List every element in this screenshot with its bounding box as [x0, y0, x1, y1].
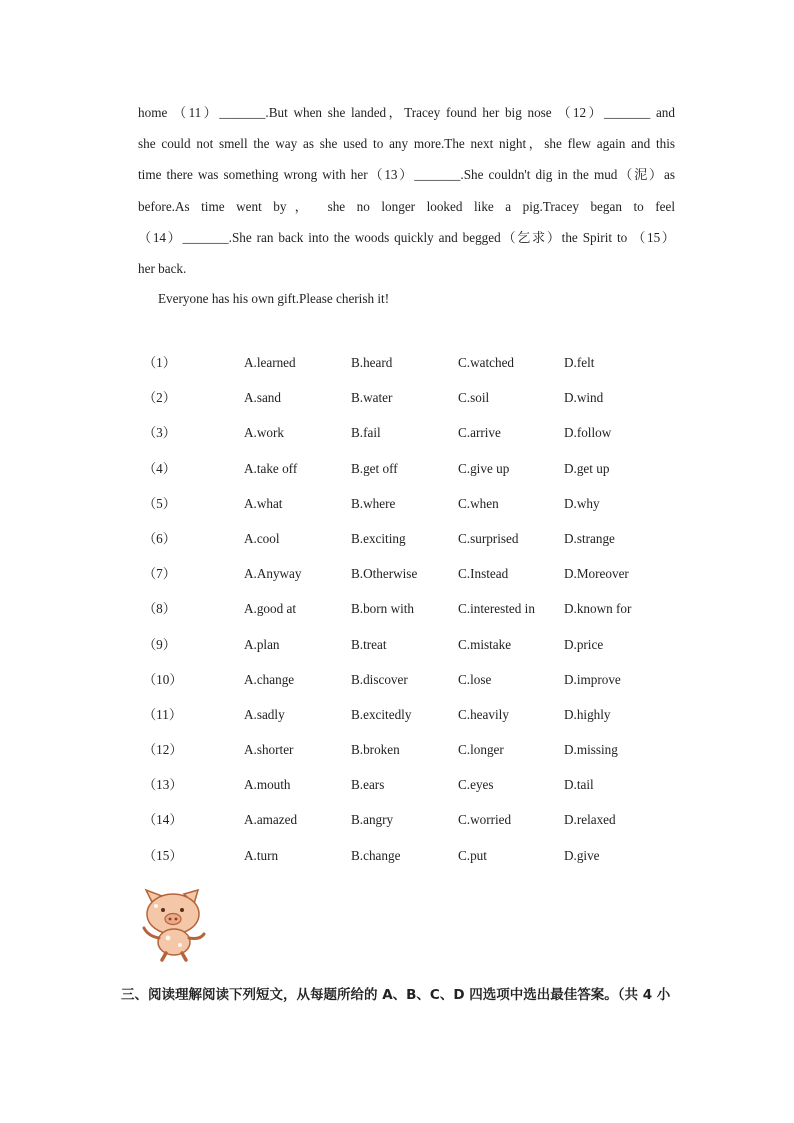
option-c: C.heavily [458, 706, 509, 722]
option-b: B.excitedly [351, 706, 412, 722]
option-a: A.what [244, 495, 283, 511]
passage-line: she could not smell the way as she used to any more.The next night，she flew again and this [138, 136, 675, 152]
option-c: C.give up [458, 460, 510, 476]
question-number: （14） [143, 812, 183, 828]
question-number: （3） [143, 425, 176, 441]
passage-line: home （11）_______.But when she landed，Tracey found her big nose （12）_______ and [138, 105, 675, 120]
option-a: A.work [244, 425, 284, 441]
option-c: C.lose [458, 671, 492, 687]
section-heading: 三、阅读理解阅读下列短文，从每题所给的 A、B、C、D 四选项中选出最佳答案。（共 4 小 [121, 987, 671, 1003]
passage-line: time there was something wrong with her（13）_______.She couldn't dig in the mud（泥）as [138, 167, 675, 183]
option-a: A.good at [244, 601, 297, 617]
option-d: D.highly [564, 706, 611, 722]
option-d: D.relaxed [564, 812, 616, 828]
option-b: B.angry [351, 812, 394, 828]
option-row [138, 596, 698, 631]
question-number: （1） [143, 355, 176, 370]
question-number: （6） [143, 530, 176, 546]
option-row [138, 632, 698, 667]
option-d: D.felt [564, 355, 595, 370]
question-number: （8） [143, 601, 176, 617]
question-number: （13） [143, 777, 183, 793]
question-number: （15） [143, 847, 183, 863]
option-b: B.born with [351, 601, 415, 617]
option-row [138, 456, 698, 491]
option-b: B.exciting [351, 530, 406, 546]
option-b: B.water [351, 390, 393, 406]
option-row [138, 667, 698, 702]
option-a: A.mouth [244, 777, 291, 793]
option-d: D.known for [564, 601, 632, 617]
question-number: （7） [143, 566, 176, 582]
passage-line: her back. [138, 260, 187, 276]
option-row [138, 491, 698, 526]
option-a: A.take off [244, 460, 298, 476]
option-row [138, 737, 698, 772]
option-a: A.plan [244, 636, 280, 652]
question-number: （4） [143, 460, 176, 476]
option-a: A.amazed [244, 812, 298, 828]
option-d: D.give [564, 847, 600, 863]
option-b: B.heard [351, 355, 393, 370]
option-d: D.price [564, 636, 604, 652]
option-d: D.wind [564, 390, 604, 406]
option-row [138, 702, 698, 737]
question-number: （9） [143, 636, 176, 652]
option-c: C.mistake [458, 636, 512, 652]
option-b: B.broken [351, 742, 400, 758]
options-table [138, 350, 698, 878]
option-a: A.cool [244, 530, 280, 546]
option-d: D.tail [564, 777, 594, 793]
option-d: D.Moreover [564, 566, 629, 582]
option-row [138, 350, 698, 385]
option-a: A.sadly [244, 706, 285, 722]
option-c: C.put [458, 847, 487, 863]
pig-mascot-icon [138, 888, 208, 962]
option-a: A.shorter [244, 742, 294, 758]
option-a: A.Anyway [244, 566, 302, 582]
option-a: A.turn [244, 847, 279, 863]
passage-line: before.As time went by， she no longer looked like a pig.Tracey began to feel [138, 198, 675, 214]
option-d: D.why [564, 495, 600, 511]
option-b: B.treat [351, 636, 387, 652]
option-c: C.longer [458, 742, 504, 758]
option-b: B.fail [351, 425, 381, 441]
option-row [138, 772, 698, 807]
option-b: B.where [351, 495, 396, 511]
option-row [138, 526, 698, 561]
option-row [138, 843, 698, 878]
option-b: B.Otherwise [351, 566, 418, 582]
option-c: C.watched [458, 355, 515, 370]
option-row [138, 420, 698, 455]
question-number: （12） [143, 742, 183, 758]
passage-closing: Everyone has his own gift.Please cherish it! [158, 291, 390, 306]
option-b: B.change [351, 847, 401, 863]
option-d: D.strange [564, 530, 615, 546]
option-b: B.ears [351, 777, 385, 793]
option-c: C.arrive [458, 425, 501, 441]
passage-paragraph [138, 97, 675, 284]
option-b: B.get off [351, 460, 398, 476]
option-a: A.sand [244, 390, 281, 406]
option-c: C.eyes [458, 777, 494, 793]
option-a: A.change [244, 671, 295, 687]
question-number: （10） [143, 671, 183, 687]
option-c: C.soil [458, 390, 490, 406]
option-row [138, 561, 698, 596]
question-number: （11） [143, 706, 183, 722]
option-d: D.missing [564, 742, 618, 758]
option-c: C.worried [458, 812, 512, 828]
option-c: C.when [458, 495, 499, 511]
option-row [138, 385, 698, 420]
option-a: A.learned [244, 355, 296, 370]
option-row [138, 807, 698, 842]
question-number: （2） [143, 390, 176, 406]
option-c: C.Instead [458, 566, 509, 582]
question-number: （5） [143, 495, 176, 511]
option-c: C.surprised [458, 530, 519, 546]
option-d: D.follow [564, 425, 612, 441]
passage-line: （14）_______.She ran back into the woods quickly and begged（乞求）the Spirit to （15） [138, 229, 675, 245]
option-d: D.improve [564, 671, 621, 687]
option-d: D.get up [564, 460, 610, 476]
option-c: C.interested in [458, 601, 535, 617]
option-b: B.discover [351, 671, 408, 687]
